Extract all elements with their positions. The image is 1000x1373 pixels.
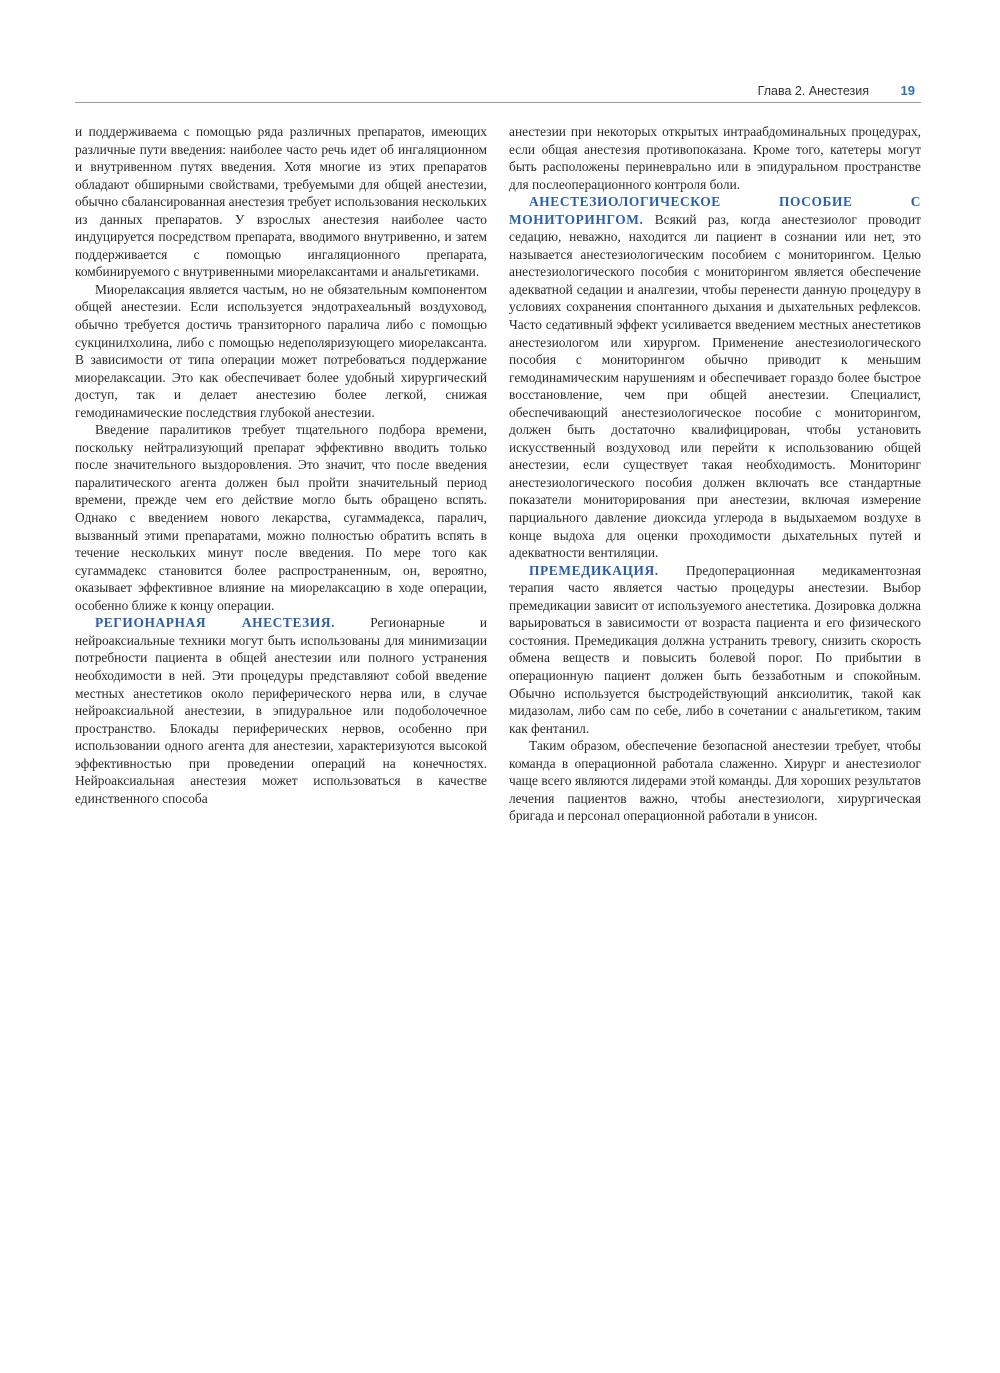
paragraph-monitored-care — [509, 193, 921, 561]
run-in-heading: ПРЕМЕДИКАЦИЯ. — [529, 562, 659, 578]
paragraph-regional-anesthesia — [75, 614, 487, 807]
paragraph-text: Предоперационная медикаментозная терапия часто является частью процедуры анестезии. Выбор премедикации зависит от используемого анестетика. Дозировка должна варьироваться в зависимости от возраста пациента и его физического состояния. Премедикация должна устранить тревогу, снизить скорость обмена веществ и повысить болевой порог. По прибытии в операционную пациент должен быть беззаботным и спокойным. Обычно используется быстродействующий анксиолитик, такой как мидазолам, либо сам по себе, либо в сочетании с анальгетиком, таким как фентанил. — [509, 562, 921, 736]
right-column — [509, 123, 921, 825]
paragraph-premedication — [509, 562, 921, 737]
paragraph: Таким образом, обеспечение безопасной анестезии требует, чтобы команда в операционной работала слаженно. Хирург и анестезиолог чаще всего являются лидерами этой команды. Для хороших результатов лечения пациентов важно, чтобы анестезиологи, хирургическая бригада и персонал операционной работали в унисон. — [509, 738, 921, 824]
run-in-heading: РЕГИОНАРНАЯ АНЕСТЕЗИЯ. — [95, 615, 336, 631]
left-column — [75, 123, 487, 807]
chapter-title: Глава 2. Анестезия — [757, 84, 869, 98]
paragraph: Введение паралитиков требует тщательного подбора времени, поскольку нейтрализующий препарат эффективно вводить только после значительного выздоровления. Это значит, что после введения паралитического агента должен был пройти значительный период времени, прежде чем его действие могло быть обращено вспять. Однако с введением нового лекарства, сугаммадекса, паралич, вызванный этими препаратами, можно полностью обратить вспять в течение нескольких минут после введения. По мере того как сугаммадекс становится более распространенным, он, вероятно, оказывает эффективное влияние на миорелаксацию в ходе операции, особенно ближе к концу операции. — [75, 422, 487, 613]
page-number: 19 — [900, 83, 915, 98]
run-in-heading: АНЕСТЕЗИОЛОГИЧЕСКОЕ ПОСОБИЕ С МОНИТОРИНГОМ. — [509, 194, 921, 227]
paragraph: анестезии при некоторых открытых интраабдоминальных процедурах, если общая анестезия противопоказана. Кроме того, катетеры могут быть расположены периневрально или в эпидуральном пространстве для послеоперационного контроля боли. — [509, 124, 921, 192]
paragraph: и поддерживаема с помощью ряда различных препаратов, имеющих различные пути введения: наиболее часто речь идет об ингаляционном и внутривенном путях введения. Хотя многие из этих препаратов обладают обширными свойствами, требуемыми для общей анестезии, обычно сбалансированная анестезия требует использования нескольких из данных препаратов. У взрослых анестезия наиболее часто индуцируется посредством препарата, вводимого внутривенно, и затем поддерживается с помощью ингаляционного препарата, комбинируемого с внутривенными миорелаксантами и анальгетиками. — [75, 124, 487, 280]
paragraph-text: Всякий раз, когда анестезиолог проводит седацию, неважно, находится ли пациент в сознании или нет, это называется анестезиологическим пособием с мониторингом. Целью анестезиологического пособия с мониторингом является обеспечение адекватной седации и аналгезии, чтобы перенести данную процедуру в условиях сохранения спонтанного дыхания и дыхательных рефлексов. Часто седативный эффект усиливается введением местных анестетиков анестезиологом или хирургом. Применение анестезиологического пособия с мониторингом обычно приводит к меньшим гемодинамическим нарушениям и обеспечивает гораздо более быстрое восстановление, чем при общей анестезии. Специалист, обеспечивающий анестезиологическое пособие с мониторингом, должен быть достаточно квалифицирован, чтобы установить искусственный воздуховод или перейти к использованию общей анестезии, если существует такая необходимость. Мониторинг анестезиологического пособия должен включать все стандартные показатели мониторирования при анестезии, включая измерение парциального давление диоксида углерода в выдыхаемом воздухе в конце выдоха для оценки проходимости дыхательных путей и адекватности вентиляции. — [509, 211, 921, 561]
running-header — [75, 84, 921, 103]
paragraph: Миорелаксация является частым, но не обязательным компонентом общей анестезии. Если используется эндотрахеальный воздуховод, обычно требуется достичь транзиторного паралича либо с помощью сукцинилхолина, либо с помощью недеполяризующего миорелаксанта. В зависимости от типа операции может потребоваться поддержание миорелаксации. Это как обеспечивает более удобный хирургический доступ, так и делает анестезию более легкой, снижая гемодинамические последствия глубокой анестезии. — [75, 281, 487, 420]
paragraph-text: Регионарные и нейроаксиальные техники могут быть использованы для минимизации потребности пациента в общей анестезии или полного устранения необходимости в ней. Эти процедуры представляют собой введение местных анестетиков около периферического нерва или, в случае нейроаксиальной анестезии, в эпидуральное или подоболочечное пространство. Блокады периферических нервов, особенно при использовании одного агента для анестезии, характеризуются высокой эффективностью при проведении операций на конечностях. Нейроаксиальная анестезия может использоваться в качестве единственного способа — [75, 615, 488, 806]
